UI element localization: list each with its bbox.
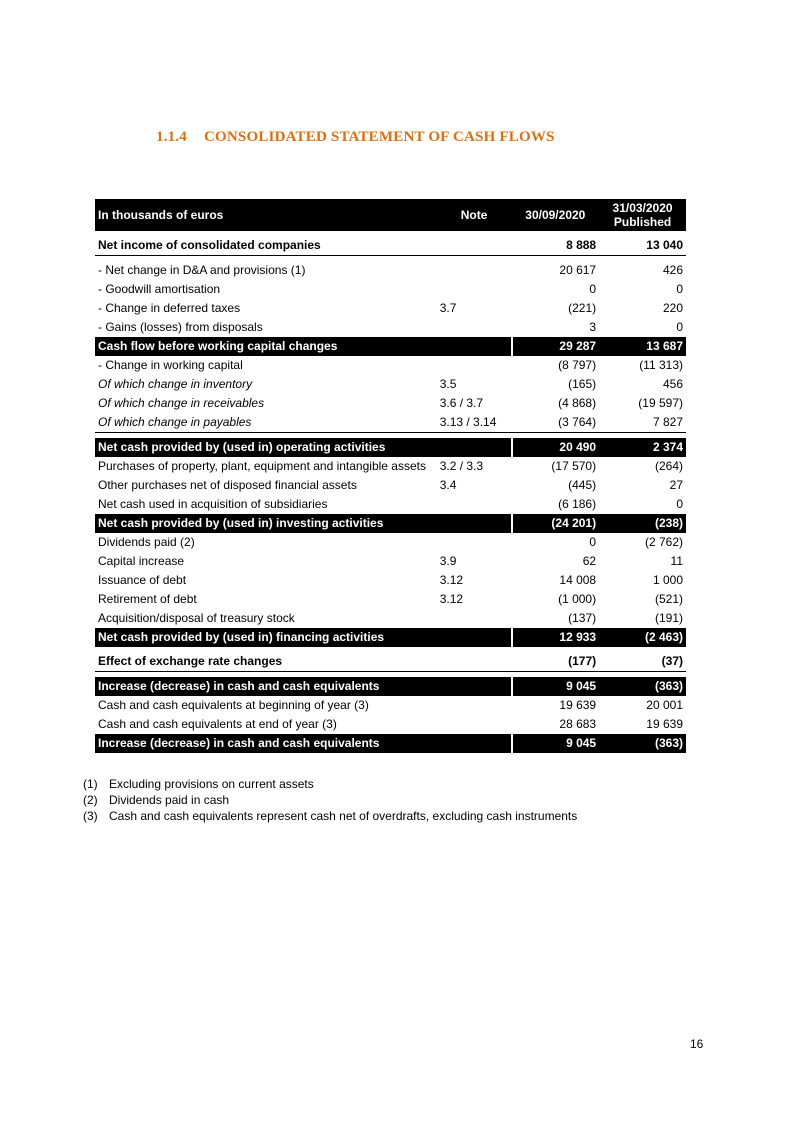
- footnote: [83, 792, 577, 808]
- table-row: [95, 457, 686, 476]
- header-note: Note: [436, 199, 512, 231]
- row-value-sep2020: 19 639: [559, 698, 597, 712]
- footnote-marker: (2): [83, 793, 98, 807]
- row-value-sep2020: (165): [568, 377, 597, 391]
- footnote: [83, 808, 577, 824]
- table-row: [95, 552, 686, 571]
- row-label: Cash and cash equivalents at end of year (3): [98, 717, 337, 731]
- row-label: Capital increase: [98, 554, 185, 568]
- section-number: 1.1.4: [156, 129, 187, 145]
- row-note: 3.13 / 3.14: [436, 413, 512, 433]
- row-label: Of which change in inventory: [98, 377, 253, 391]
- header-col1: 30/09/2020: [512, 199, 600, 231]
- table-row: [95, 476, 686, 495]
- row-value-sep2020: 29 287: [512, 337, 600, 356]
- footnote-marker: (1): [83, 777, 98, 791]
- row-note: [436, 495, 512, 514]
- table-row: [95, 356, 686, 375]
- table-body: [95, 231, 686, 754]
- row-label: Net income of consolidated companies: [95, 236, 436, 256]
- row-label: Increase (decrease) in cash and cash equivalents: [95, 734, 436, 753]
- row-value-mar2020: (363): [599, 734, 686, 753]
- table-row: [95, 715, 686, 734]
- row-value-mar2020: 27: [669, 478, 683, 492]
- table-row: [95, 652, 686, 672]
- row-value-sep2020: (4 868): [558, 396, 597, 410]
- table-row: [95, 280, 686, 299]
- row-label: Acquisition/disposal of treasury stock: [98, 611, 295, 625]
- table-row: [95, 696, 686, 715]
- footnote-text: Excluding provisions on current assets: [109, 777, 314, 791]
- row-value-mar2020: 11: [670, 554, 683, 568]
- row-value-mar2020: (264): [654, 459, 683, 473]
- row-value-mar2020: 13 040: [599, 236, 686, 256]
- row-label: - Net change in D&A and provisions (1): [98, 263, 306, 277]
- row-label: Retirement of debt: [98, 592, 197, 606]
- row-label: Of which change in payables: [95, 413, 436, 433]
- row-label: Of which change in receivables: [98, 396, 265, 410]
- row-value-mar2020: (19 597): [638, 396, 683, 410]
- table-row: [95, 533, 686, 552]
- row-note: [436, 438, 512, 457]
- row-value-sep2020: (1 000): [558, 592, 597, 606]
- row-label: - Change in working capital: [98, 358, 243, 372]
- row-value-sep2020: (177): [512, 652, 600, 672]
- table-row: [95, 734, 686, 753]
- row-value-sep2020: 28 683: [559, 717, 597, 731]
- row-value-mar2020: 1 000: [652, 573, 683, 587]
- row-note: [436, 514, 512, 533]
- row-note: 3.4: [439, 478, 457, 492]
- table-row: [95, 571, 686, 590]
- row-label: Purchases of property, plant, equipment and intangible assets: [98, 459, 426, 473]
- table-header-row: [95, 199, 686, 231]
- footnote-text: Cash and cash equivalents represent cash net of overdrafts, excluding cash instruments: [109, 809, 578, 823]
- row-value-mar2020: 0: [676, 497, 683, 511]
- footnote-text: Dividends paid in cash: [109, 793, 230, 807]
- row-label: Net cash provided by (used in) investing activities: [95, 514, 436, 533]
- row-value-mar2020: 20 001: [646, 698, 683, 712]
- row-note: [436, 734, 512, 753]
- row-value-sep2020: 9 045: [512, 677, 600, 696]
- row-value-sep2020: (6 186): [558, 497, 597, 511]
- row-note: [436, 318, 512, 337]
- row-label: Net cash used in acquisition of subsidiaries: [98, 497, 328, 511]
- row-label: - Gains (losses) from disposals: [98, 320, 263, 334]
- table-row: [95, 261, 686, 280]
- row-note: 3.5: [439, 377, 457, 391]
- header-col2-date: 31/03/2020: [612, 200, 673, 215]
- row-value-mar2020: (521): [654, 592, 683, 606]
- row-value-sep2020: 0: [589, 535, 597, 549]
- row-note: [436, 677, 512, 696]
- section-title: [156, 129, 555, 146]
- table-row: [95, 236, 686, 256]
- row-value-sep2020: (137): [568, 611, 597, 625]
- row-note: [436, 337, 512, 356]
- row-value-mar2020: 2 374: [599, 438, 686, 457]
- footnote: [83, 776, 577, 792]
- row-label: Other purchases net of disposed financial assets: [98, 478, 357, 492]
- row-value-sep2020: 14 008: [559, 573, 597, 587]
- row-note: [436, 533, 512, 552]
- table-row: [95, 394, 686, 413]
- row-value-mar2020: (191): [654, 611, 683, 625]
- row-value-mar2020: (2 762): [644, 535, 683, 549]
- row-value-sep2020: (8 797): [558, 358, 597, 372]
- header-col2-published: Published: [613, 214, 672, 229]
- page-number: 16: [690, 1037, 704, 1051]
- footnotes: [83, 776, 577, 824]
- table-row: [95, 299, 686, 318]
- row-value-sep2020: (445): [568, 478, 597, 492]
- row-value-mar2020: 19 639: [646, 717, 683, 731]
- table-row: [95, 514, 686, 533]
- row-value-mar2020: 426: [662, 263, 683, 277]
- header-col2: [599, 199, 686, 231]
- row-value-sep2020: (221): [568, 301, 597, 315]
- row-note: 3.6 / 3.7: [439, 396, 484, 410]
- row-value-mar2020: (238): [599, 514, 686, 533]
- row-value-mar2020: 7 827: [599, 413, 686, 433]
- row-label: Net cash provided by (used in) financing activities: [95, 628, 436, 647]
- table-row: [95, 438, 686, 457]
- row-label: Dividends paid (2): [98, 535, 195, 549]
- row-note: [436, 696, 512, 715]
- row-value-mar2020: 220: [662, 301, 683, 315]
- row-note: [436, 261, 512, 280]
- row-note: [436, 280, 512, 299]
- row-note: [436, 609, 512, 628]
- footnote-marker: (3): [83, 809, 98, 823]
- row-note: 3.2 / 3.3: [439, 459, 484, 473]
- row-value-mar2020: 13 687: [599, 337, 686, 356]
- row-value-sep2020: (17 570): [551, 459, 597, 473]
- row-value-mar2020: 456: [662, 377, 683, 391]
- table-row: [95, 495, 686, 514]
- header-label: In thousands of euros: [95, 199, 436, 231]
- table-row: [95, 677, 686, 696]
- row-label: - Goodwill amortisation: [98, 282, 221, 296]
- row-label: Cash and cash equivalents at beginning of year (3): [98, 698, 369, 712]
- row-note: 3.7: [439, 301, 457, 315]
- row-note: 3.9: [439, 554, 457, 568]
- cash-flow-table: [95, 199, 686, 753]
- row-note: [436, 652, 512, 672]
- row-value-mar2020: (363): [599, 677, 686, 696]
- table-row: [95, 413, 686, 433]
- row-value-mar2020: 0: [676, 320, 683, 334]
- row-label: Issuance of debt: [98, 573, 187, 587]
- row-value-sep2020: (24 201): [512, 514, 600, 533]
- row-value-sep2020: 62: [582, 554, 597, 568]
- table-row: [95, 318, 686, 337]
- row-label: Net cash provided by (used in) operating activities: [95, 438, 436, 457]
- row-label: Effect of exchange rate changes: [95, 652, 436, 672]
- row-value-sep2020: (3 764): [512, 413, 600, 433]
- table-row: [95, 628, 686, 647]
- row-value-mar2020: (11 313): [639, 358, 683, 372]
- section-title-text: CONSOLIDATED STATEMENT OF CASH FLOWS: [204, 129, 555, 145]
- row-value-mar2020: (37): [599, 652, 686, 672]
- row-note: [436, 628, 512, 647]
- row-note: 3.12: [439, 592, 464, 606]
- row-value-mar2020: 0: [676, 282, 683, 296]
- table-row: [95, 337, 686, 356]
- table-row: [95, 609, 686, 628]
- row-note: [436, 236, 512, 256]
- row-value-sep2020: 8 888: [512, 236, 600, 256]
- row-value-mar2020: (2 463): [599, 628, 686, 647]
- table-row: [95, 375, 686, 394]
- row-note: [436, 715, 512, 734]
- row-label: Cash flow before working capital changes: [95, 337, 436, 356]
- row-value-sep2020: 12 933: [512, 628, 600, 647]
- row-label: - Change in deferred taxes: [98, 301, 241, 315]
- table-row: [95, 590, 686, 609]
- row-value-sep2020: 9 045: [512, 734, 600, 753]
- row-note: 3.12: [439, 573, 464, 587]
- row-value-sep2020: 20 617: [559, 263, 597, 277]
- row-value-sep2020: 0: [589, 282, 597, 296]
- row-value-sep2020: 20 490: [512, 438, 600, 457]
- row-label: Increase (decrease) in cash and cash equivalents: [95, 677, 436, 696]
- row-value-sep2020: 3: [589, 320, 597, 334]
- row-note: [436, 356, 512, 375]
